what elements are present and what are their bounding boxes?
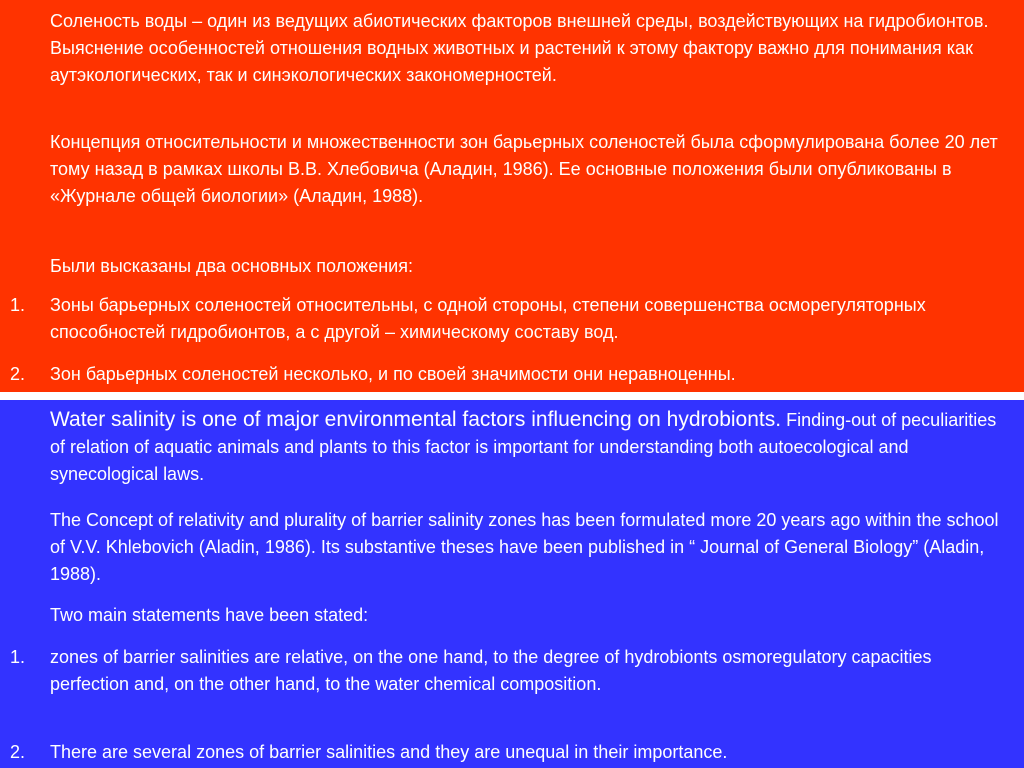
en-paragraph-lead: Water salinity is one of major environmental factors influencing on hydrobionts.: [50, 408, 782, 431]
ru-list-number: 1.: [10, 295, 26, 315]
en-list-number: 1.: [10, 647, 26, 667]
en-list-number: 2.: [10, 742, 26, 762]
ru-list-number: 2.: [10, 364, 26, 384]
en-paragraph-concept: The Concept of relativity and plurality of barrier salinity zones has been formulated more 20 years ago within the school of V.V. Khlebovich (Aladin, 1986). Its substantive theses have been published in “ Journal of General Biology” (Aladin, 1988).: [50, 510, 999, 584]
en-paragraph-salinity: [50, 406, 1015, 488]
ru-paragraph-statements-intro: Были высказаны два основных положения:: [50, 256, 413, 276]
ru-paragraph-concept: Концепция относительности и множественности зон барьерных соленостей была сформулирована более 20 лет тому назад в рамках школы В.В. Хлебовича (Аладин, 1986). Ее основные положения были опубликованы в «Журнале общей биологии» (Аладин, 1988).: [50, 132, 998, 206]
en-paragraph-rest: Finding-out of peculiarities of relation of aquatic animals and plants to this factor is important for understanding both autoecological and synecological laws.: [50, 410, 997, 484]
en-list-text: There are several zones of barrier salinities and they are unequal in their importance.: [50, 742, 728, 762]
ru-list-item: [0, 292, 1015, 346]
english-text-panel: [0, 400, 1024, 768]
ru-paragraph-salinity: Соленость воды – один из ведущих абиотических факторов внешней среды, воздействующих на гидробионтов. Выяснение особенностей отношения водных животных и растений к этому фактору важно для понимания как аутэкологических, так и синэкологических закономерностей.: [50, 11, 989, 85]
en-list-item: [0, 739, 1015, 766]
en-list-item: [0, 644, 1015, 698]
ru-list-item: [0, 361, 1015, 388]
ru-list-text: Зон барьерных соленостей несколько, и по своей значимости они неравноценны.: [50, 364, 736, 384]
ru-list-text: Зоны барьерных соленостей относительны, с одной стороны, степени совершенства осморегуляторных способностей гидробионтов, а с другой – химическому составу вод.: [50, 295, 926, 342]
en-list-text: zones of barrier salinities are relative, on the one hand, to the degree of hydrobionts osmoregulatory capacities perfection and, on the other hand, to the water chemical composition.: [50, 647, 932, 694]
en-paragraph-statements-intro: Two main statements have been stated:: [50, 605, 369, 625]
